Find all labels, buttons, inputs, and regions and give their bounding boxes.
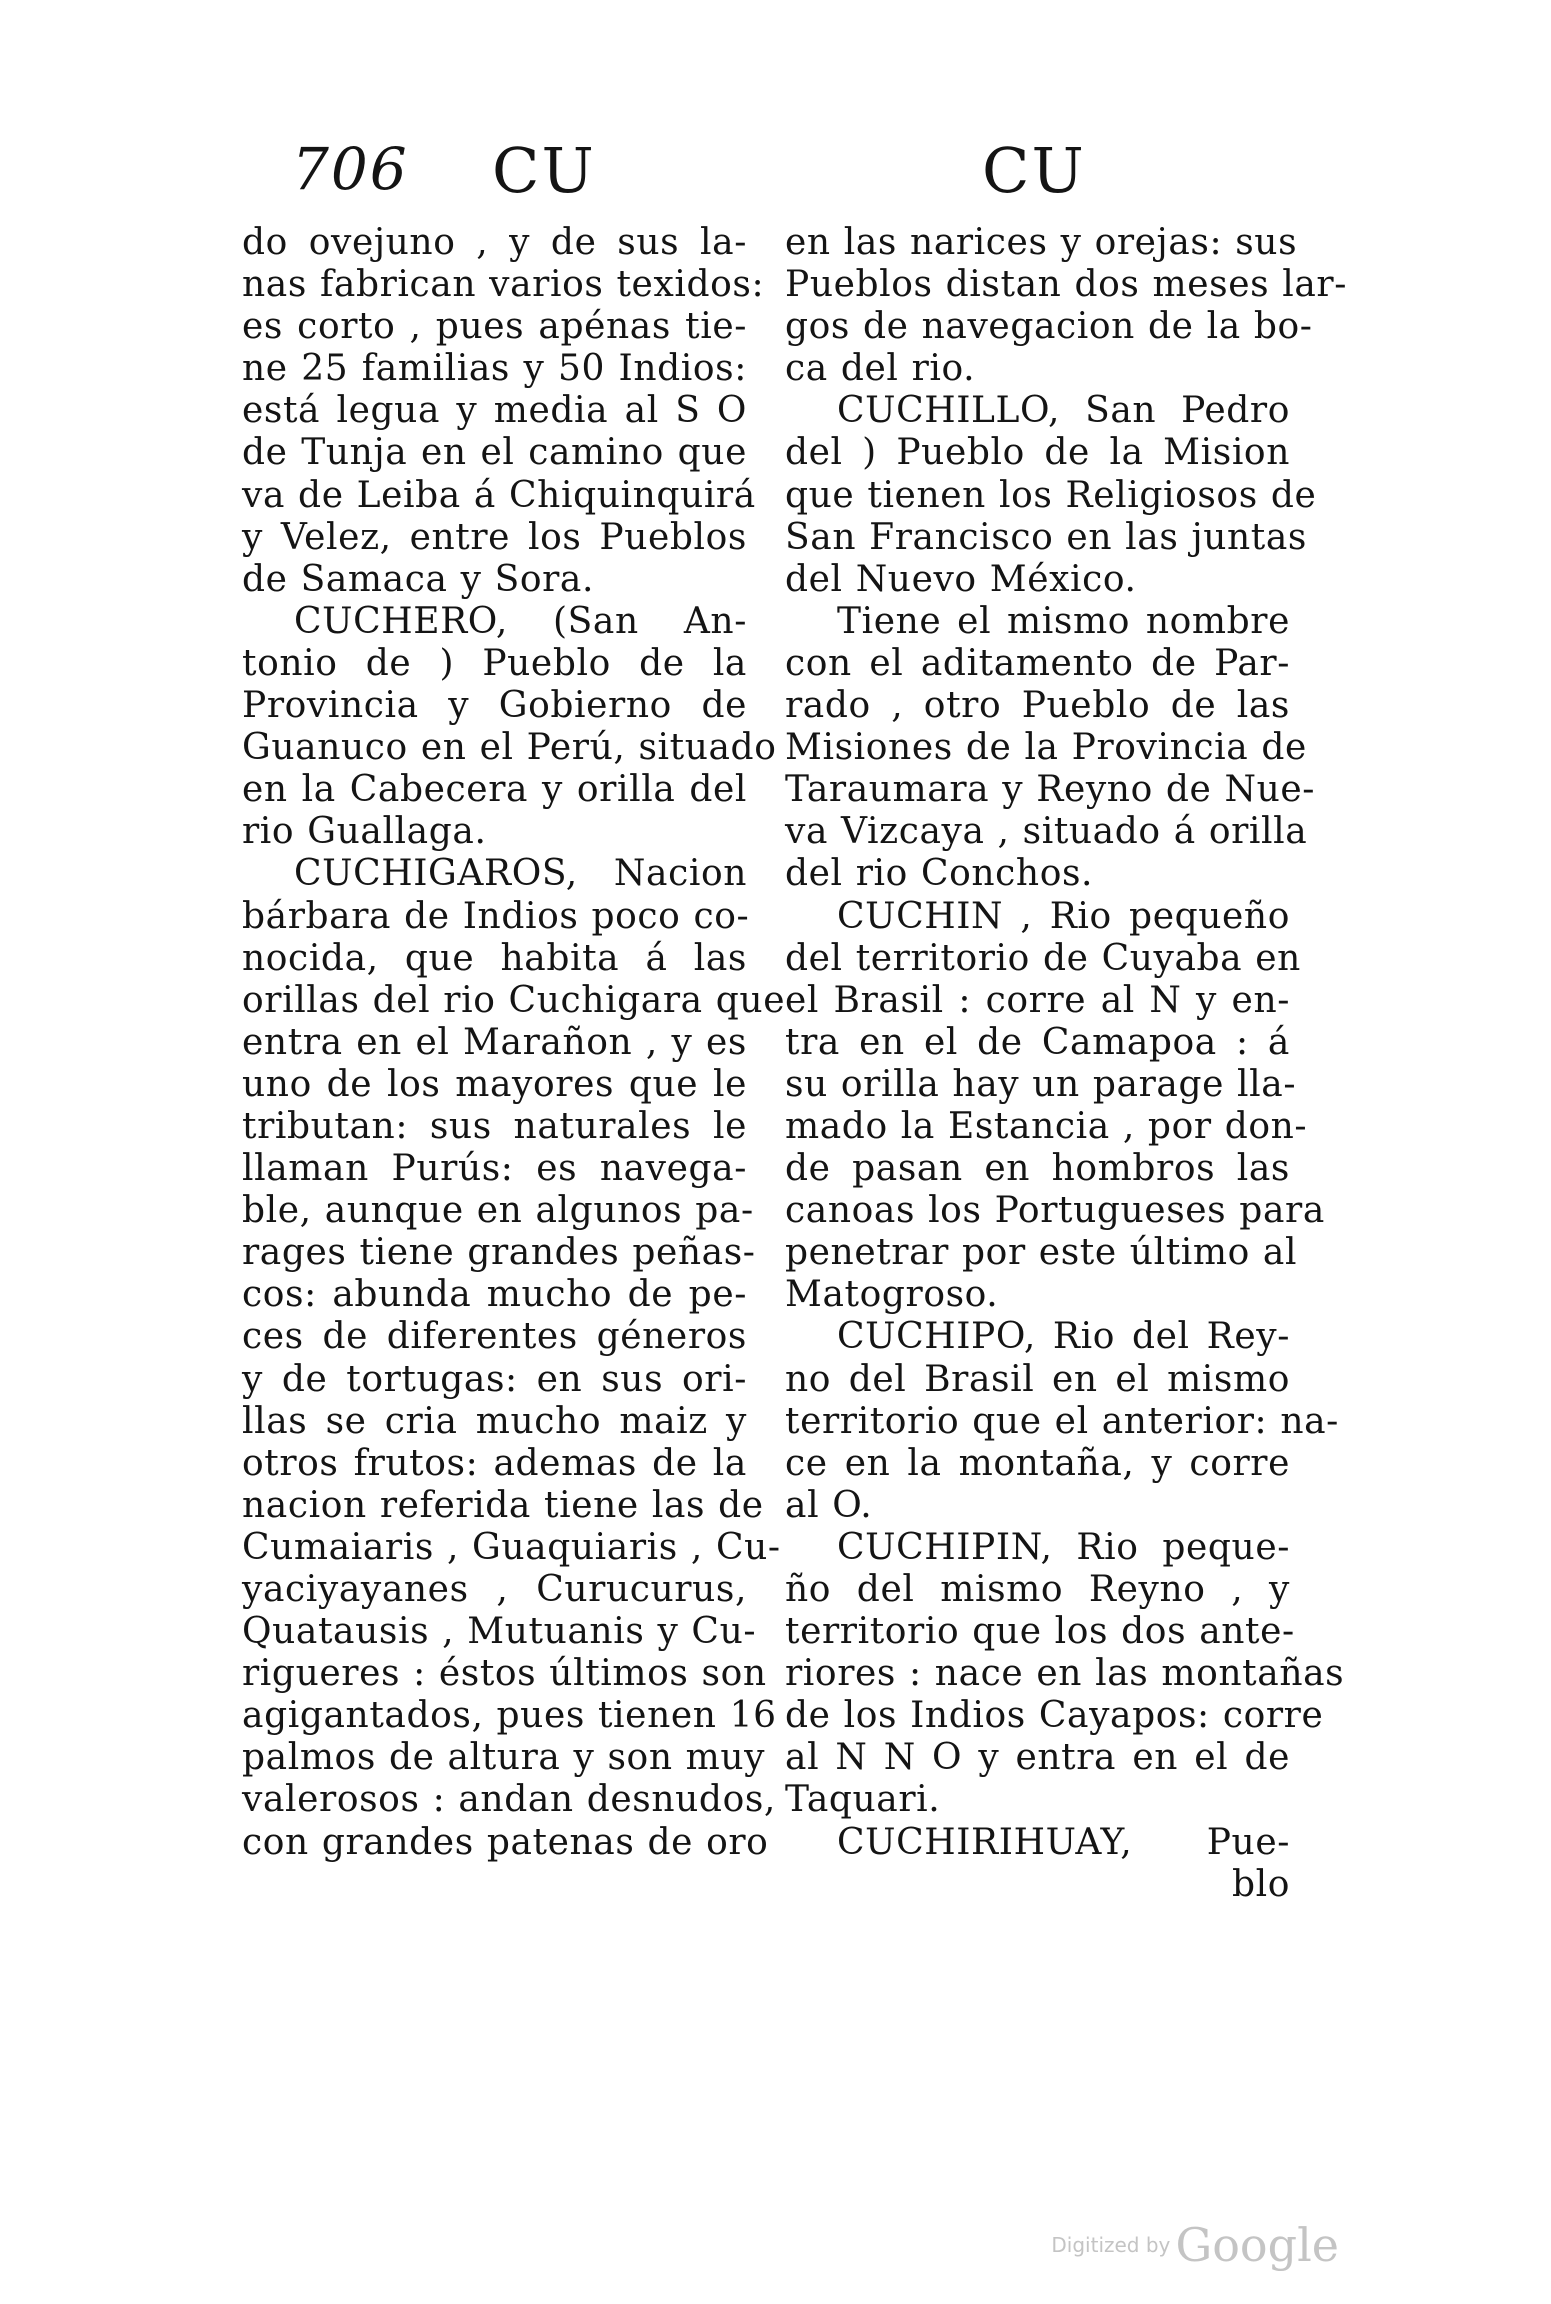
text-line: Cumaiaris , Guaquiaris , Cu- [242,1526,781,1568]
text-line: Misiones de la Provincia de [785,727,1307,769]
text-line: territorio que el anterior: na- [785,1400,1339,1442]
text-line: entra en el Marañon , y es [242,1021,747,1063]
text-line: al O. [785,1484,873,1526]
page-number: 706 [292,135,409,203]
text-line: Taquari. [785,1779,941,1821]
text-line: llas se cria mucho maiz y [242,1400,747,1442]
text-line: Matogroso. [785,1274,999,1316]
text-line: riores : nace en las montañas [785,1653,1345,1695]
text-line: y Velez, entre los Pueblos [242,516,747,558]
text-line: su orilla hay un parage lla- [785,1063,1297,1105]
text-line: rigueres : éstos últimos son [242,1653,767,1695]
text-line: Provincia y Gobierno de [242,685,747,727]
text-line: orillas del rio Cuchigara que [242,979,786,1021]
text-line: ble, aunque en algunos pa- [242,1190,754,1232]
text-line: rio Guallaga. [242,811,487,853]
text-line: tonio de ) Pueblo de la [242,642,747,684]
right-running-head: CU [982,134,1086,207]
text-line: de Samaca y Sora. [242,558,595,600]
text-line: tra en el de Camapoa : á [785,1021,1290,1063]
text-line: de los Indios Cayapos: corre [785,1695,1324,1737]
text-line: gos de navegacion de la bo- [785,306,1313,348]
left-running-head: CU [492,134,596,207]
text-line: va Vizcaya , situado á orilla [785,811,1308,853]
text-line: Quatausis , Mutuanis y Cu- [242,1611,757,1653]
text-line: CUCHIGAROS, Nacion [294,853,747,895]
text-line: yaciyayanes , Curucurus, [242,1569,747,1610]
text-line: CUCHIPIN, Rio peque- [837,1526,1290,1568]
text-line: CUCHILLO, San Pedro [837,390,1290,432]
text-line: canoas los Portugueses para [785,1190,1325,1232]
running-header [0,134,1551,220]
text-line: del rio Conchos. [785,853,1094,895]
text-line: San Francisco en las juntas [785,516,1307,558]
text-line: con el aditamento de Par- [785,642,1290,684]
digitized-watermark [1051,2218,1339,2272]
text-line: nas fabrican varios texidos: [242,264,765,306]
text-line: Guanuco en el Perú, situado [242,727,777,769]
text-line: del territorio de Cuyaba en [785,937,1301,979]
text-line: al N N O y entra en el de [785,1737,1290,1779]
text-line: mado la Estancia , por don- [785,1105,1308,1147]
text-line: no del Brasil en el mismo [785,1358,1290,1400]
text-line: ces de diferentes géneros [242,1316,747,1358]
text-line: ca del rio. [785,348,976,390]
text-line: CUCHIPO, Rio del Rey- [837,1316,1290,1358]
text-line: penetrar por este último al [785,1232,1298,1274]
left-text-column [242,222,786,1864]
text-line: rages tiene grandes peñas- [242,1232,756,1274]
text-line: del Nuevo México. [785,558,1137,600]
right-text-column [785,222,1347,1906]
text-line: bárbara de Indios poco co- [242,895,750,937]
text-line: ne 25 familias y 50 Indios: [242,348,747,390]
text-line: ce en la montaña, y corre [785,1442,1290,1484]
text-line: nocida, que habita á las [242,937,747,979]
text-line: llaman Purús: es navega- [242,1148,747,1190]
watermark-prefix: Digitized by [1051,2233,1171,2257]
text-line: Taraumara y Reyno de Nue- [785,769,1316,811]
text-line: otros frutos: ademas de la [242,1442,747,1484]
text-line: CUCHIRIHUAY, Pue- [837,1821,1290,1863]
text-line: es corto , pues apénas tie- [242,306,747,348]
text-line: CUCHERO, (San An- [294,600,747,642]
text-line: que tienen los Religiosos de [785,474,1317,516]
text-line: en las narices y orejas: sus [785,222,1298,263]
text-line: el Brasil : corre al N y en- [785,979,1290,1021]
text-line: está legua y media al S O [242,390,747,432]
text-line: de Tunja en el camino que [242,432,747,474]
text-line: Tiene el mismo nombre [837,600,1290,642]
text-line: y de tortugas: en sus ori- [242,1358,747,1400]
text-line: blo [1231,1863,1290,1905]
text-line: de pasan en hombros las [785,1148,1290,1190]
text-line: uno de los mayores que le [242,1063,747,1105]
text-line: palmos de altura y son muy [242,1737,766,1779]
text-line: territorio que los dos ante- [785,1611,1295,1653]
text-line: con grandes patenas de oro [242,1821,769,1863]
watermark-brand: Google [1175,2218,1339,2272]
text-line: agigantados, pues tienen 16 [242,1695,777,1737]
text-line: en la Cabecera y orilla del [242,769,747,811]
text-line: Pueblos distan dos meses lar- [785,264,1347,306]
text-line: del ) Pueblo de la Mision [785,432,1290,474]
text-line: rado , otro Pueblo de las [785,685,1290,727]
text-line: valerosos : andan desnudos, [242,1779,776,1821]
text-line: cos: abunda mucho de pe- [242,1274,747,1316]
text-line: tributan: sus naturales le [242,1105,747,1147]
text-line: va de Leiba á Chiquinquirá [242,474,756,516]
text-line: nacion referida tiene las de [242,1484,764,1526]
text-line: do ovejuno , y de sus la- [242,222,747,263]
text-line: CUCHIN , Rio pequeño [837,895,1290,937]
text-line: ño del mismo Reyno , y [785,1569,1290,1610]
